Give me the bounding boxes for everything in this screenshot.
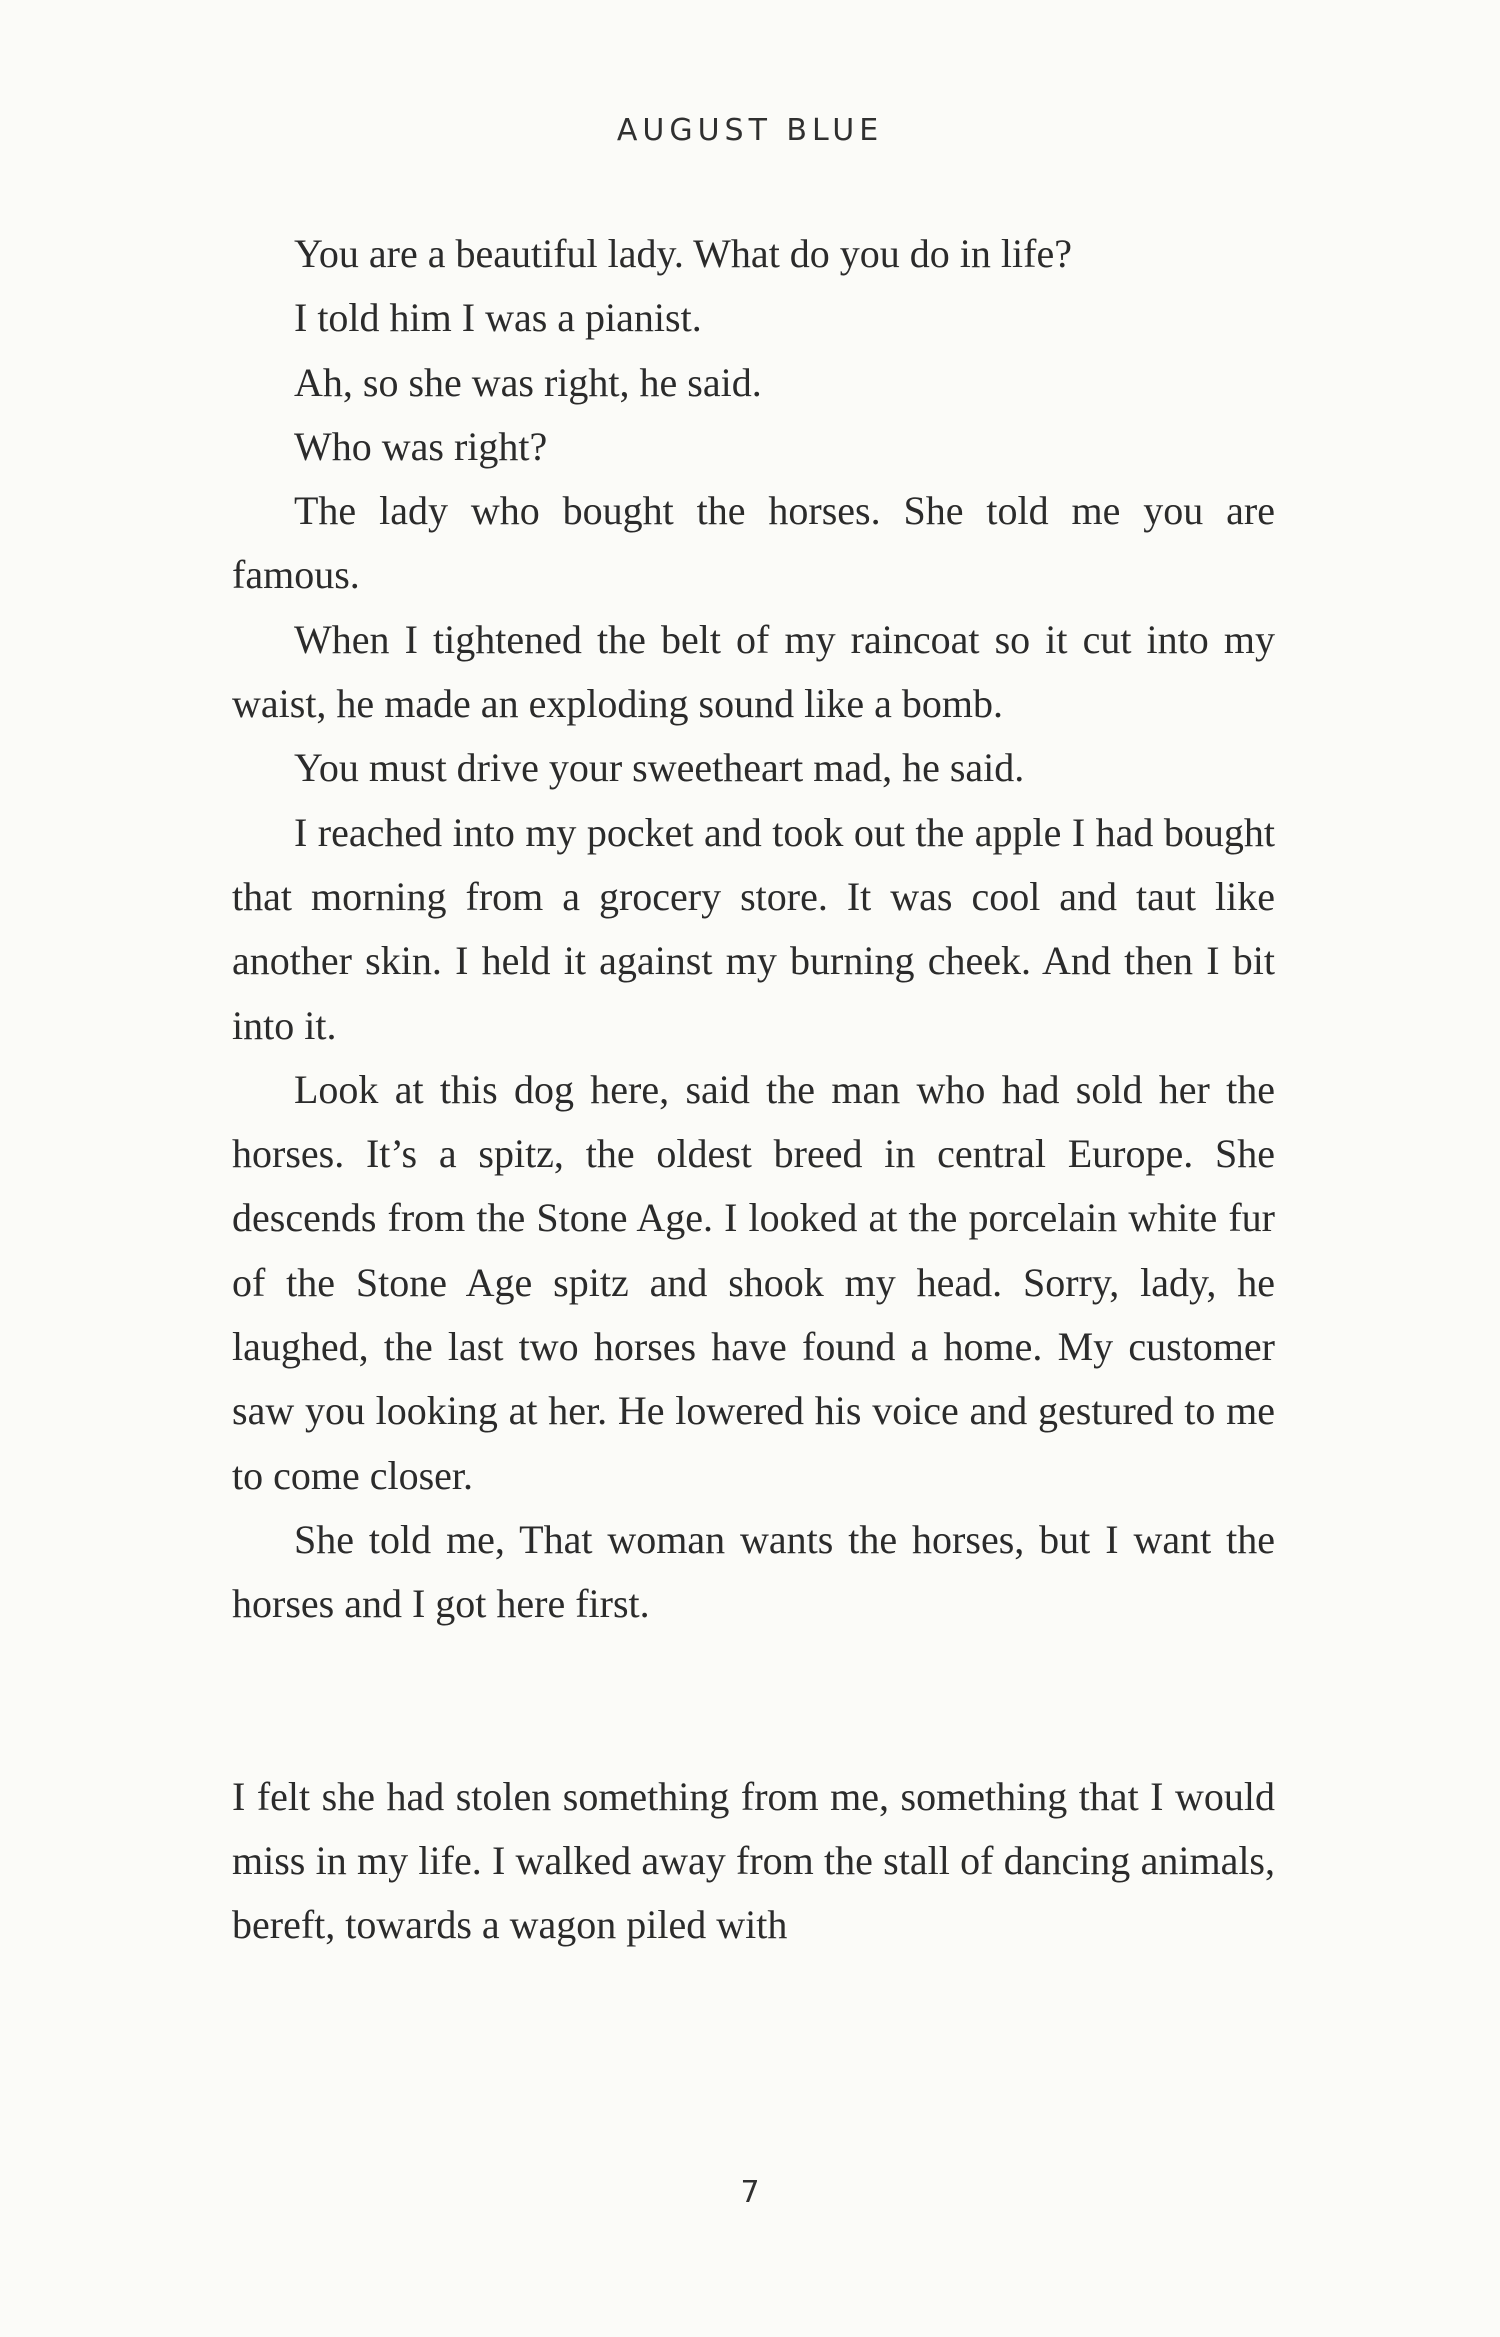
paragraph: I told him I was a pianist. <box>294 295 702 341</box>
body-text <box>232 222 1275 1957</box>
section-break <box>232 1637 1275 1765</box>
paragraph: When I tightened the belt of my raincoat so it cut into my waist, he made an exploding sound like a bomb. <box>232 616 1275 727</box>
paragraph: You must drive your sweetheart mad, he said. <box>294 745 1025 791</box>
paragraph: The lady who bought the horses. She told me you are famous. <box>232 488 1275 598</box>
running-head: AUGUST BLUE <box>616 113 884 148</box>
paragraph: She told me, That woman wants the horses, but I want the horses and I got here first. <box>232 1516 1275 1627</box>
paragraph: Look at this dog here, said the man who had sold her the horses. It’s a spitz, the oldest breed in central Europe. She descends from the Stone Age. I looked at the porcelain white fur of the Stone Age spitz and shook my head. Sorry, lady, he laughed, the last two horses have found a home. My customer saw you looking at her. He lowered his voice and gestured to me to come closer. <box>232 1066 1275 1498</box>
paragraph: I reached into my pocket and took out the apple I had bought that morning from a grocery store. It was cool and taut like another skin. I held it against my burning cheek. And then I bit into it. <box>232 809 1275 1048</box>
section-opening-paragraph: I felt she had stolen something from me, something that I would miss in my life. I walked away from the stall of dancing animals, bereft, towards a wagon piled with <box>232 1773 1275 1948</box>
paragraph: Who was right? <box>294 423 548 469</box>
paragraph: Ah, so she was right, he said. <box>294 359 762 405</box>
page-number: 7 <box>740 2175 760 2210</box>
paragraph: You are a beautiful lady. What do you do in life? <box>294 231 1072 276</box>
